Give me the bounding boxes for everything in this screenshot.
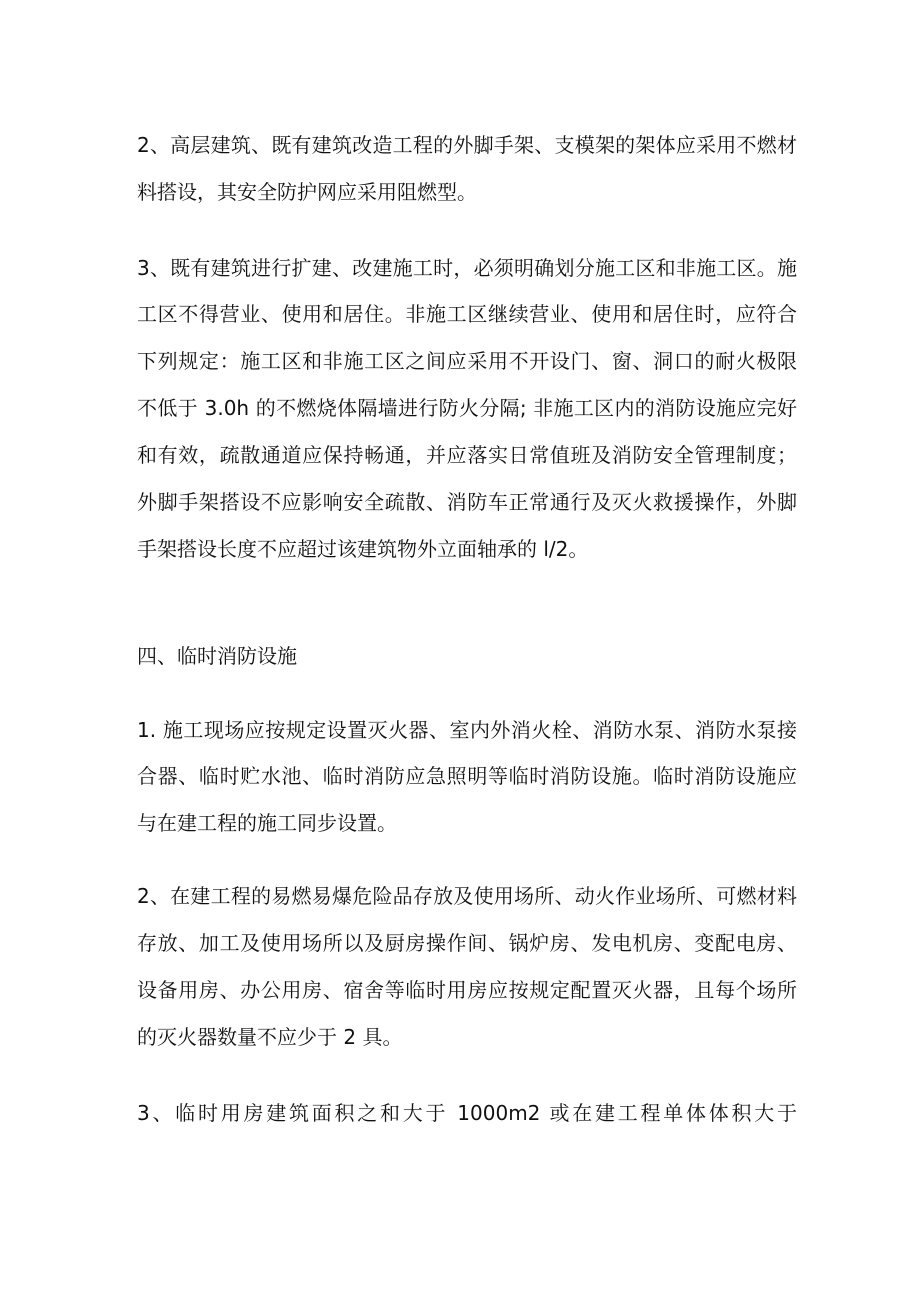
section-heading: 四、临时消防设施 (137, 644, 297, 668)
paragraph-line: 设备用房、办公用房、宿舍等临时用房应按规定配置灭火器，且每个场所 (137, 978, 797, 1002)
paragraph-line: 2、在建工程的易燃易爆危险品存放及使用场所、动火作业场所、可燃材料 (137, 884, 797, 908)
paragraph-line: 下列规定：施工区和非施工区之间应采用不开设门、窗、洞口的耐火极限 (137, 349, 797, 373)
paragraph-line: 工区不得营业、使用和居住。非施工区继续营业、使用和居住时，应符合 (137, 302, 797, 326)
paragraph-line: 与在建工程的施工同步设置。 (137, 811, 397, 835)
paragraph-line: 3、临时用房建筑面积之和大于 1000m2 或在建工程单体体积大于 (137, 1101, 797, 1125)
paragraph-line: 1. 施工现场应按规定设置灭火器、室内外消火栓、消防水泵、消防水泵接 (137, 718, 797, 742)
paragraph-line: 3、既有建筑进行扩建、改建施工时，必须明确划分施工区和非施工区。施 (137, 256, 797, 280)
paragraph-line: 不低于 3.0h 的不燃烧体隔墙进行防火分隔; 非施工区内的消防设施应完好 (137, 396, 797, 420)
paragraph-line: 外脚手架搭设不应影响安全疏散、消防车正常通行及灭火救援操作，外脚 (137, 490, 797, 514)
paragraph-line: 和有效，疏散通道应保持畅通，并应落实日常值班及消防安全管理制度； (137, 443, 797, 467)
paragraph-line: 手架搭设长度不应超过该建筑物外立面轴承的 l/2。 (137, 537, 589, 561)
paragraph-line: 料搭设，其安全防护网应采用阻燃型。 (137, 180, 477, 204)
paragraph-line: 2、高层建筑、既有建筑改造工程的外脚手架、支模架的架体应采用不燃材 (137, 133, 797, 157)
paragraph-line: 存放、加工及使用场所以及厨房操作间、锅炉房、发电机房、变配电房、 (137, 931, 797, 955)
paragraph-line: 合器、临时贮水池、临时消防应急照明等临时消防设施。临时消防设施应 (137, 764, 797, 788)
paragraph-line: 的灭火器数量不应少于 2 具。 (137, 1025, 403, 1049)
